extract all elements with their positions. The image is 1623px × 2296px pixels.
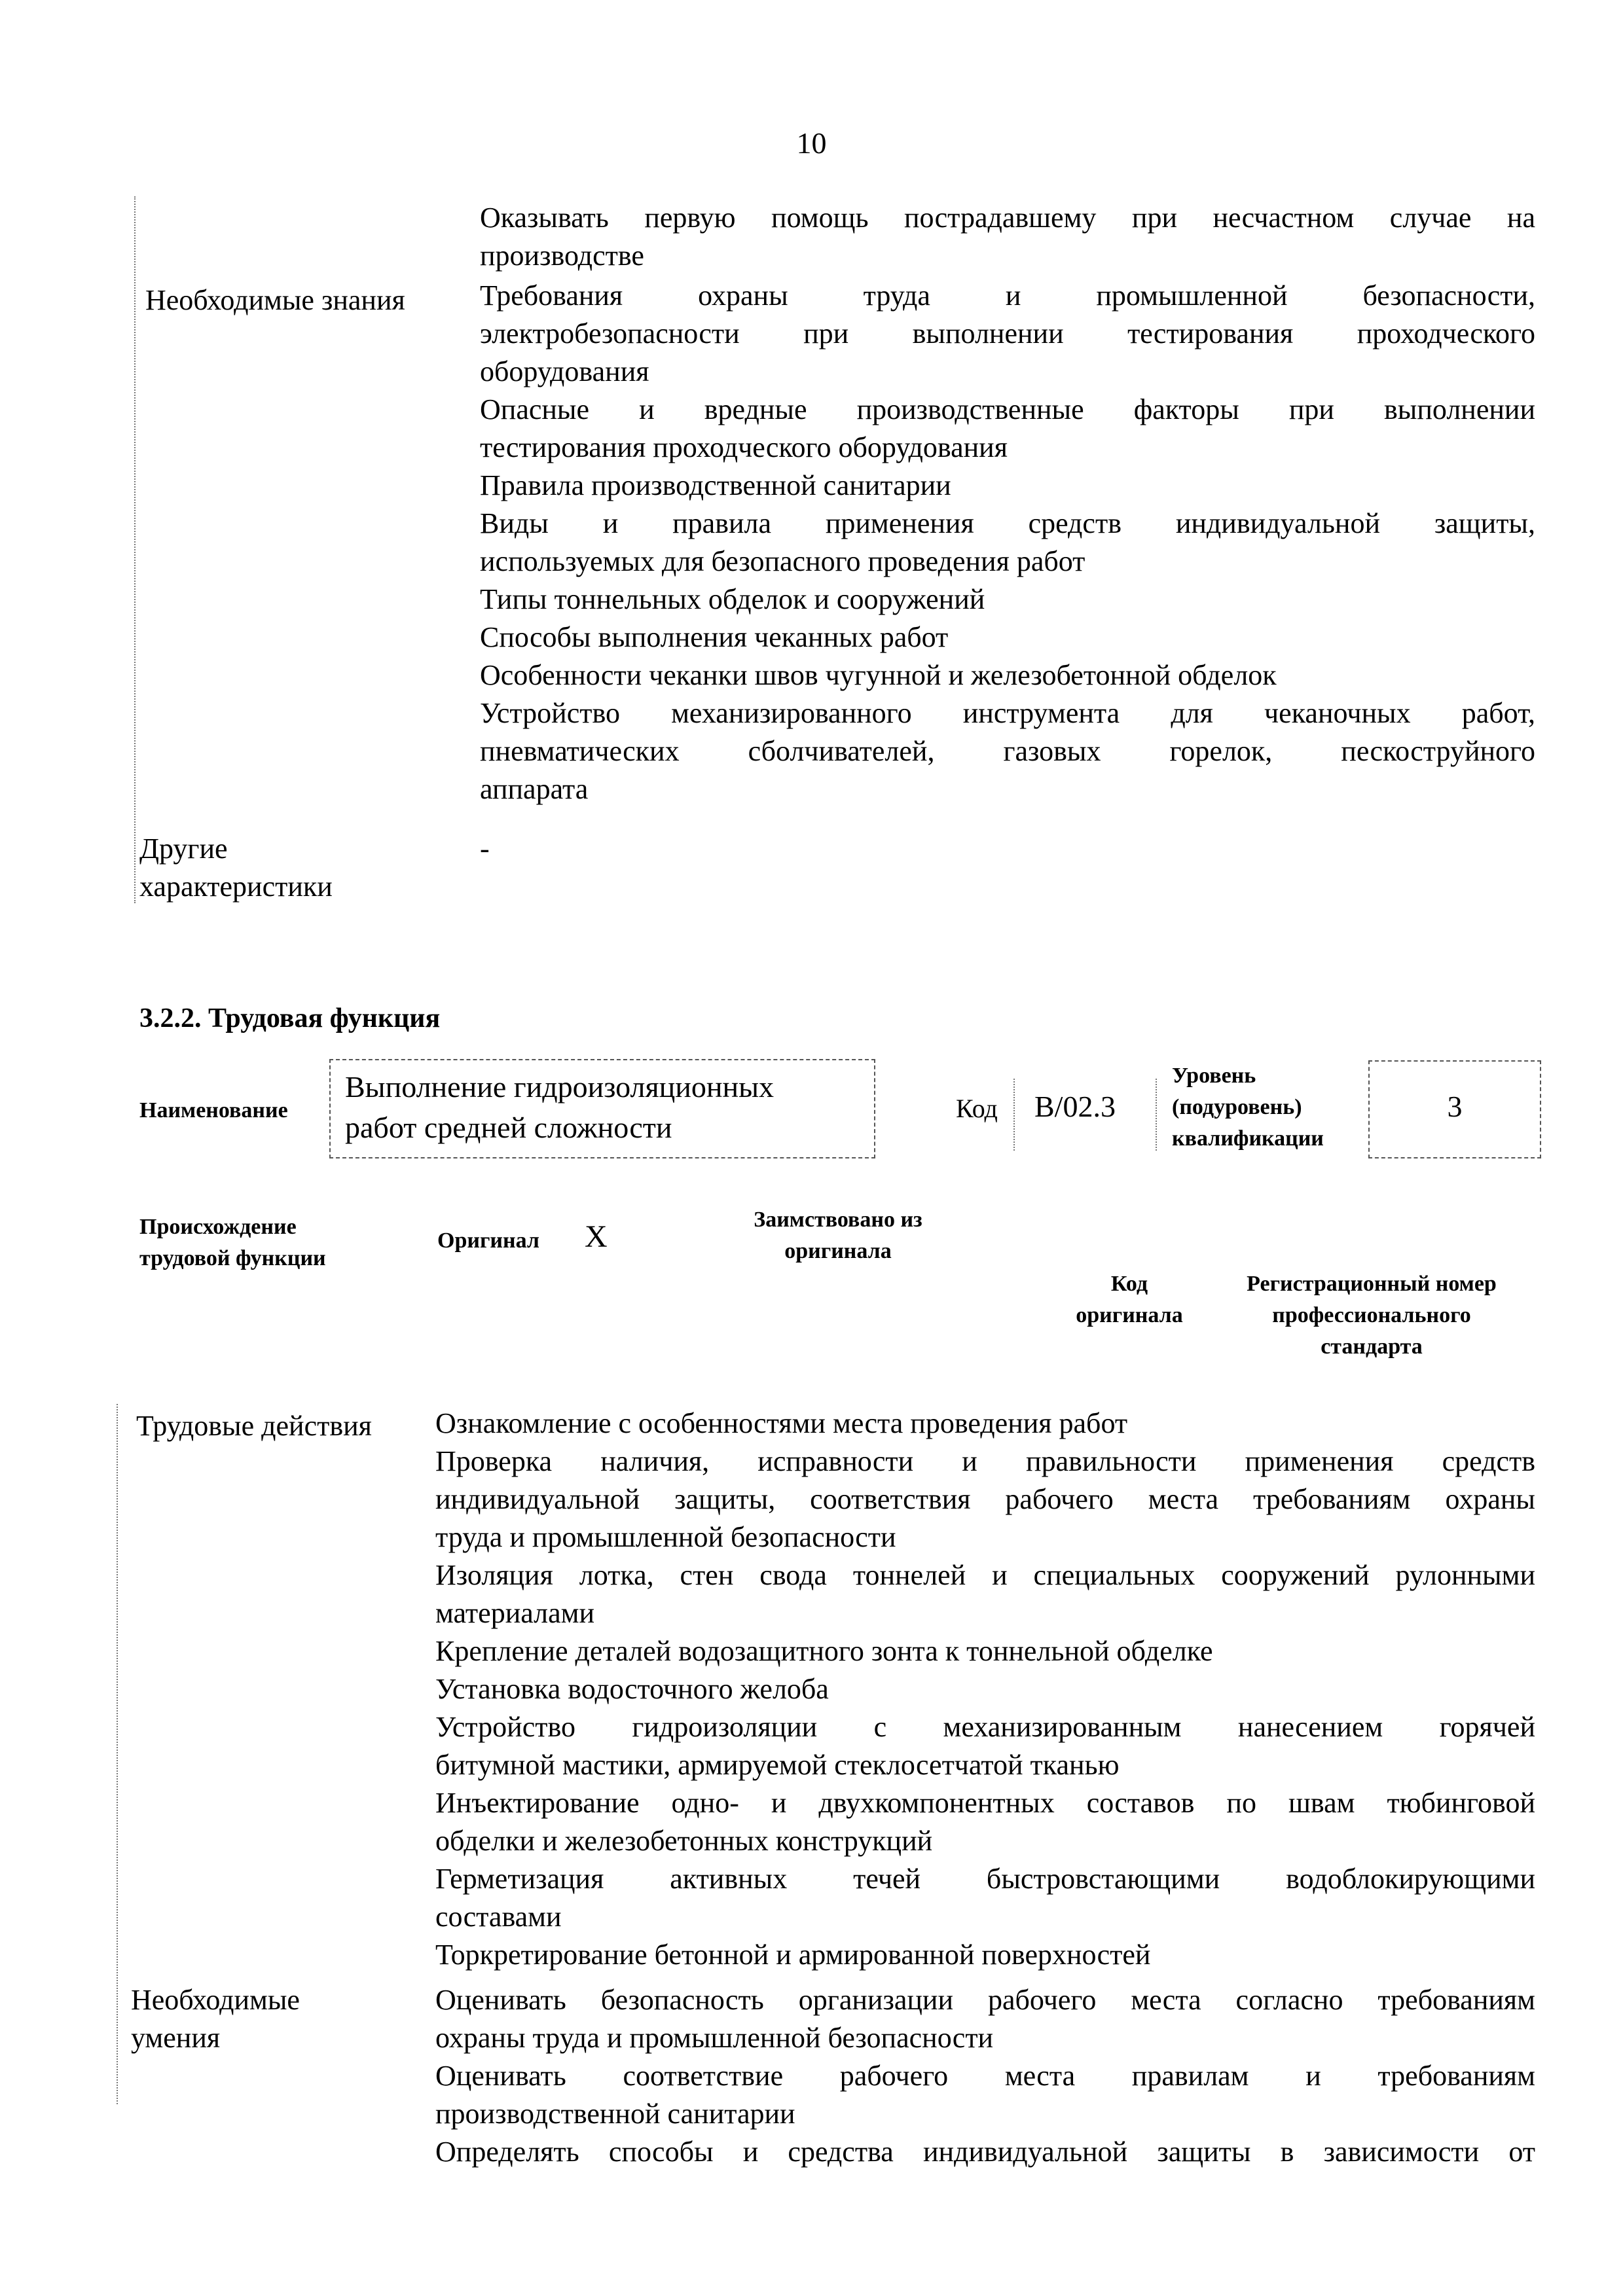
text-line: охраны труда и промышленной безопасности bbox=[435, 2022, 994, 2054]
list-item bbox=[435, 1936, 1535, 1974]
text-line: Оказывать первую помощь пострадавшему при несчастном случае на bbox=[480, 202, 1535, 234]
level-value: 3 bbox=[1447, 1090, 1463, 1123]
list-item bbox=[435, 1860, 1535, 1936]
left-border-line bbox=[117, 1404, 118, 2104]
list-item bbox=[480, 391, 1535, 467]
list-item bbox=[480, 467, 1535, 505]
list-item bbox=[480, 505, 1535, 581]
text-line: обделки и железобетонных конструкций bbox=[435, 1825, 933, 1857]
text-line: производстве bbox=[480, 240, 644, 272]
code-value: B/02.3 bbox=[1034, 1090, 1116, 1123]
list-item bbox=[480, 619, 1535, 656]
text-line: оборудования bbox=[480, 355, 649, 387]
text-line: труда и промышленной безопасности bbox=[435, 1521, 896, 1553]
knowledge-label: Необходимые знания bbox=[145, 284, 405, 316]
text-line: Уровень bbox=[1172, 1064, 1256, 1088]
text-line: Регистрационный номер bbox=[1247, 1272, 1497, 1296]
text-line: Типы тоннельных обделок и сооружений bbox=[480, 583, 985, 615]
list-item bbox=[480, 581, 1535, 619]
text-line: оригинала bbox=[784, 1239, 892, 1263]
text-line: Особенности чеканки швов чугунной и железобетонной обделок bbox=[480, 659, 1277, 691]
text-line: Выполнение гидроизоляционных bbox=[345, 1070, 775, 1103]
text-line: электробезопасности при выполнении тестирования проходческого bbox=[480, 317, 1535, 350]
text-line: Происхождение bbox=[139, 1215, 297, 1239]
text-line: Заимствовано из bbox=[754, 1208, 922, 1232]
text-line: умения bbox=[131, 2022, 221, 2054]
text-line: используемых для безопасного проведения работ bbox=[480, 545, 1085, 577]
list-item bbox=[435, 2133, 1535, 2171]
text-line: тестирования проходческого оборудования bbox=[480, 431, 1008, 463]
other-characteristics-value: - bbox=[480, 833, 490, 865]
list-item bbox=[435, 1632, 1535, 1670]
text-line: материалами bbox=[435, 1597, 595, 1629]
text-line: Код bbox=[1110, 1272, 1148, 1296]
text-line: пневматических сболчивателей, газовых горелок, пескоструйного bbox=[480, 735, 1535, 767]
text-line: Крепление деталей водозащитного зонта к тоннельной обделке bbox=[435, 1635, 1213, 1667]
text-line: Изоляция лотка, стен свода тоннелей и специальных сооружений рулонными bbox=[435, 1559, 1535, 1591]
text-line: Устройство гидроизоляции с механизированным нанесением горячей bbox=[435, 1711, 1535, 1743]
original-mark: X bbox=[585, 1219, 608, 1254]
text-line: Установка водосточного желоба bbox=[435, 1673, 829, 1705]
skills-list bbox=[435, 1981, 1535, 2171]
text-line: индивидуальной защиты, соответствия рабочего места требованиям охраны bbox=[435, 1483, 1535, 1515]
text-line: характеристики bbox=[139, 870, 333, 903]
code-separator bbox=[1013, 1079, 1015, 1151]
list-item bbox=[435, 1981, 1535, 2057]
origin-label bbox=[139, 1211, 326, 1274]
name-value-box bbox=[329, 1059, 875, 1158]
list-item bbox=[435, 1784, 1535, 1860]
text-line: Определять способы и средства индивидуальной защиты в зависимости от bbox=[435, 2136, 1535, 2168]
name-label: Наименование bbox=[139, 1098, 288, 1122]
list-item bbox=[480, 277, 1535, 391]
list-item bbox=[435, 1443, 1535, 1556]
text-line: квалификации bbox=[1172, 1126, 1324, 1151]
code-original-label bbox=[1048, 1268, 1211, 1331]
level-value-box bbox=[1368, 1060, 1541, 1158]
text-line: Инъектирование одно- и двухкомпонентных составов по швам тюбинговой bbox=[435, 1787, 1535, 1819]
list-item bbox=[435, 1708, 1535, 1784]
code-label: Код bbox=[956, 1094, 998, 1123]
text-line: Требования охраны труда и промышленной безопасности, bbox=[480, 279, 1535, 312]
text-line: работ средней сложности bbox=[345, 1111, 672, 1144]
text-line: Опасные и вредные производственные факторы при выполнении bbox=[480, 393, 1535, 425]
list-item bbox=[435, 1670, 1535, 1708]
text-line: Торкретирование бетонной и армированной поверхностей bbox=[435, 1939, 1151, 1971]
knowledge-list bbox=[480, 277, 1535, 808]
other-characteristics-label bbox=[139, 830, 333, 906]
text-line: Устройство механизированного инструмента для чеканочных работ, bbox=[480, 697, 1535, 729]
text-line: Необходимые bbox=[131, 1984, 300, 2016]
text-line: Виды и правила применения средств индивидуальной защиты, bbox=[480, 507, 1535, 539]
list-item bbox=[480, 656, 1535, 694]
actions-list bbox=[435, 1405, 1535, 1974]
left-border-line bbox=[134, 196, 136, 903]
actions-label: Трудовые действия bbox=[136, 1410, 372, 1442]
text-line: аппарата bbox=[480, 773, 589, 805]
skills-label bbox=[131, 1981, 300, 2057]
text-line: оригинала bbox=[1076, 1303, 1183, 1327]
original-label: Оригинал bbox=[437, 1229, 539, 1253]
first-aid-item bbox=[480, 199, 1535, 275]
level-label bbox=[1172, 1060, 1324, 1155]
text-line: Оценивать соответствие рабочего места правилам и требованиям bbox=[435, 2060, 1535, 2092]
text-line: стандарта bbox=[1321, 1335, 1423, 1359]
text-line: Проверка наличия, исправности и правильности применения средств bbox=[435, 1445, 1535, 1477]
text-line: Герметизация активных течей быстровстающими водоблокирующими bbox=[435, 1863, 1535, 1895]
text-line: Ознакомление с особенностями места проведения работ bbox=[435, 1407, 1128, 1439]
text-line: профессионального bbox=[1272, 1303, 1471, 1327]
text-line: (подуровень) bbox=[1172, 1095, 1302, 1119]
borrowed-label bbox=[740, 1204, 936, 1267]
list-item bbox=[480, 694, 1535, 808]
list-item bbox=[435, 1405, 1535, 1443]
text-line: трудовой функции bbox=[139, 1246, 326, 1270]
reg-number-label bbox=[1224, 1268, 1519, 1363]
list-item bbox=[435, 1556, 1535, 1632]
text-line: Правила производственной санитарии bbox=[480, 469, 951, 501]
text-line: Другие bbox=[139, 833, 228, 865]
text-line: Способы выполнения чеканных работ bbox=[480, 621, 949, 653]
code-separator-right bbox=[1156, 1079, 1157, 1151]
page-number: 10 bbox=[796, 126, 827, 160]
list-item bbox=[435, 2057, 1535, 2133]
text-line: составами bbox=[435, 1901, 562, 1933]
text-line: битумной мастики, армируемой стеклосетчатой тканью bbox=[435, 1749, 1120, 1781]
text-line: Оценивать безопасность организации рабочего места согласно требованиям bbox=[435, 1984, 1535, 2016]
section-title: 3.2.2. Трудовая функция bbox=[139, 1003, 441, 1033]
text-line: производственной санитарии bbox=[435, 2098, 795, 2130]
